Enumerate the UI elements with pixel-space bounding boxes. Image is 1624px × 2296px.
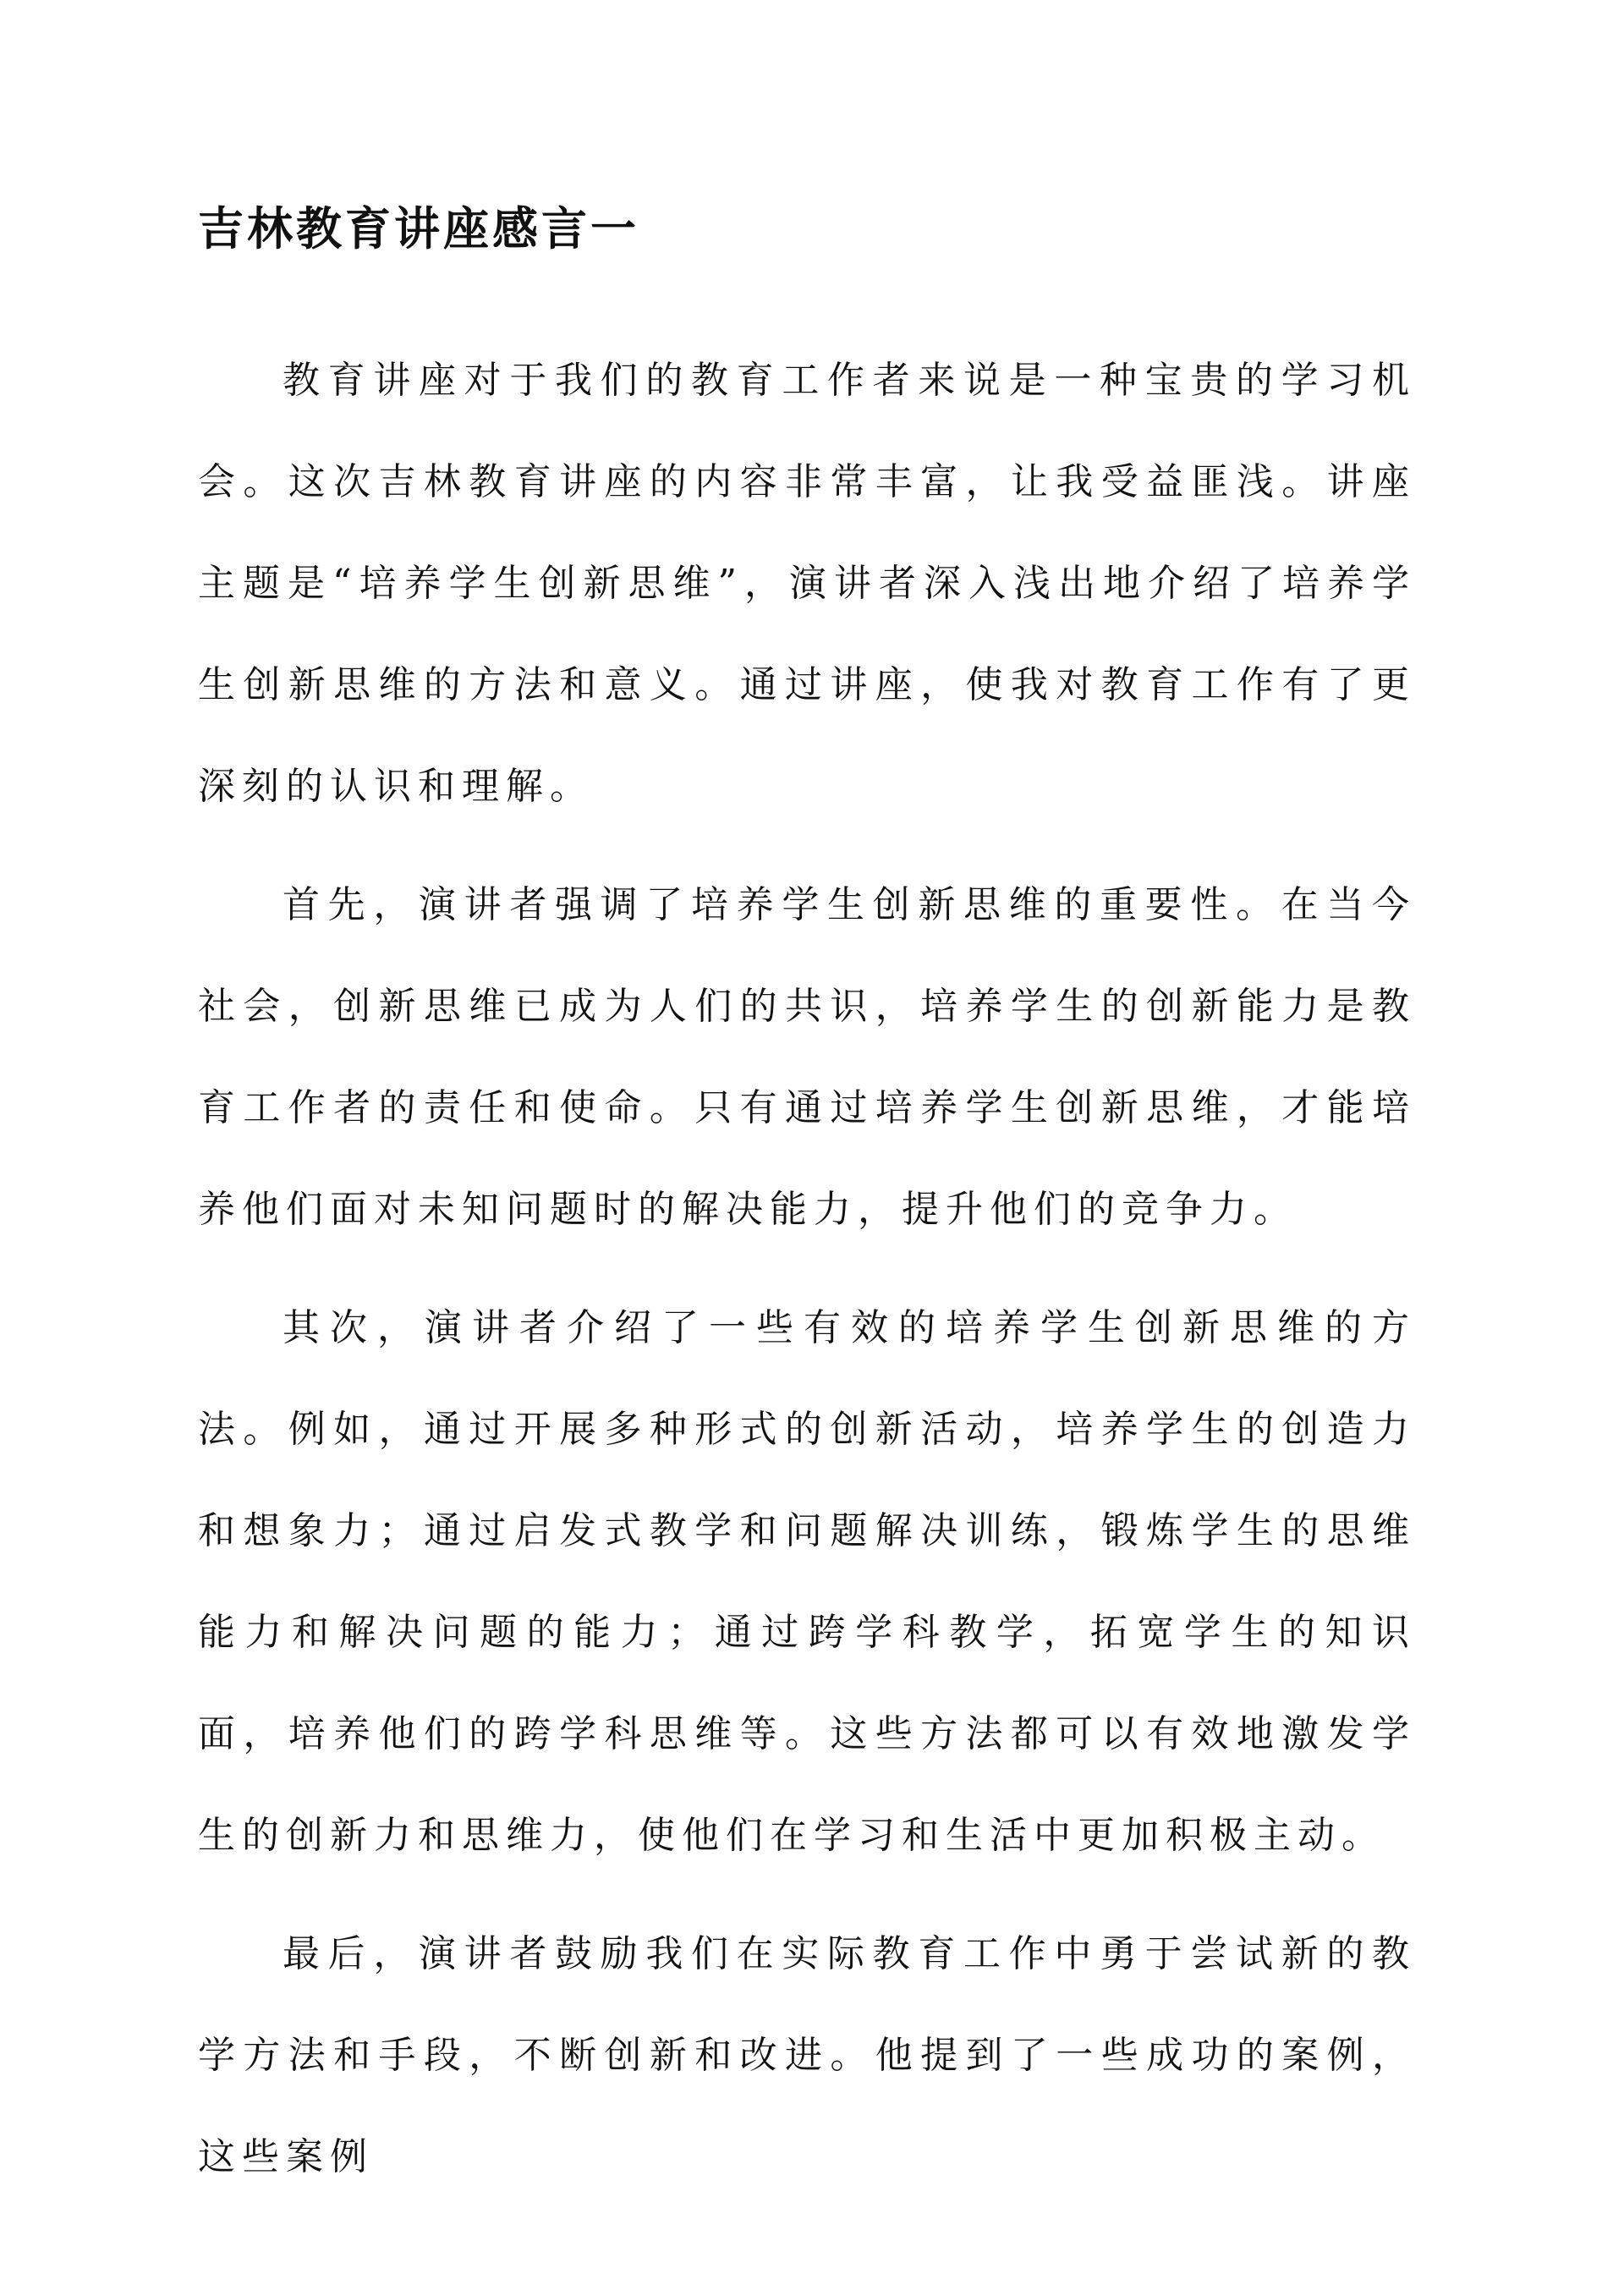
paragraph-last: 最后，演讲者鼓励我们在实际教育工作中勇于尝试新的教学方法和手段，不断创新和改进。他提到了一些成功的案例，这些案例 bbox=[198, 1932, 1416, 2178]
paragraph-intro: 教育讲座对于我们的教育工作者来说是一种宝贵的学习机会。这次吉林教育讲座的内容非常丰富，让我受益匪浅。讲座主题是“培养学生创新思维”，演讲者深入浅出地介绍了培养学生创新思维的方法和意义。通过讲座，使我对教育工作有了更深刻的认识和理解。 bbox=[198, 359, 1416, 808]
paragraph-second: 其次，演讲者介绍了一些有效的培养学生创新思维的方法。例如，通过开展多种形式的创新活动，培养学生的创造力和想象力；通过启发式教学和问题解决训练，锻炼学生的思维能力和解决问题的能力；通过跨学科教学，拓宽学生的知识面，培养他们的跨学科思维等。这些方法都可以有效地激发学生的创新力和思维力，使他们在学习和生活中更加积极主动。 bbox=[198, 1306, 1416, 1857]
paragraph-first: 首先，演讲者强调了培养学生创新思维的重要性。在当今社会，创新思维已成为人们的共识，培养学生的创新能力是教育工作者的责任和使命。只有通过培养学生创新思维，才能培养他们面对未知问题时的解决能力，提升他们的竞争力。 bbox=[198, 883, 1416, 1231]
document-title: 吉林教育讲座感言一 bbox=[198, 201, 639, 255]
